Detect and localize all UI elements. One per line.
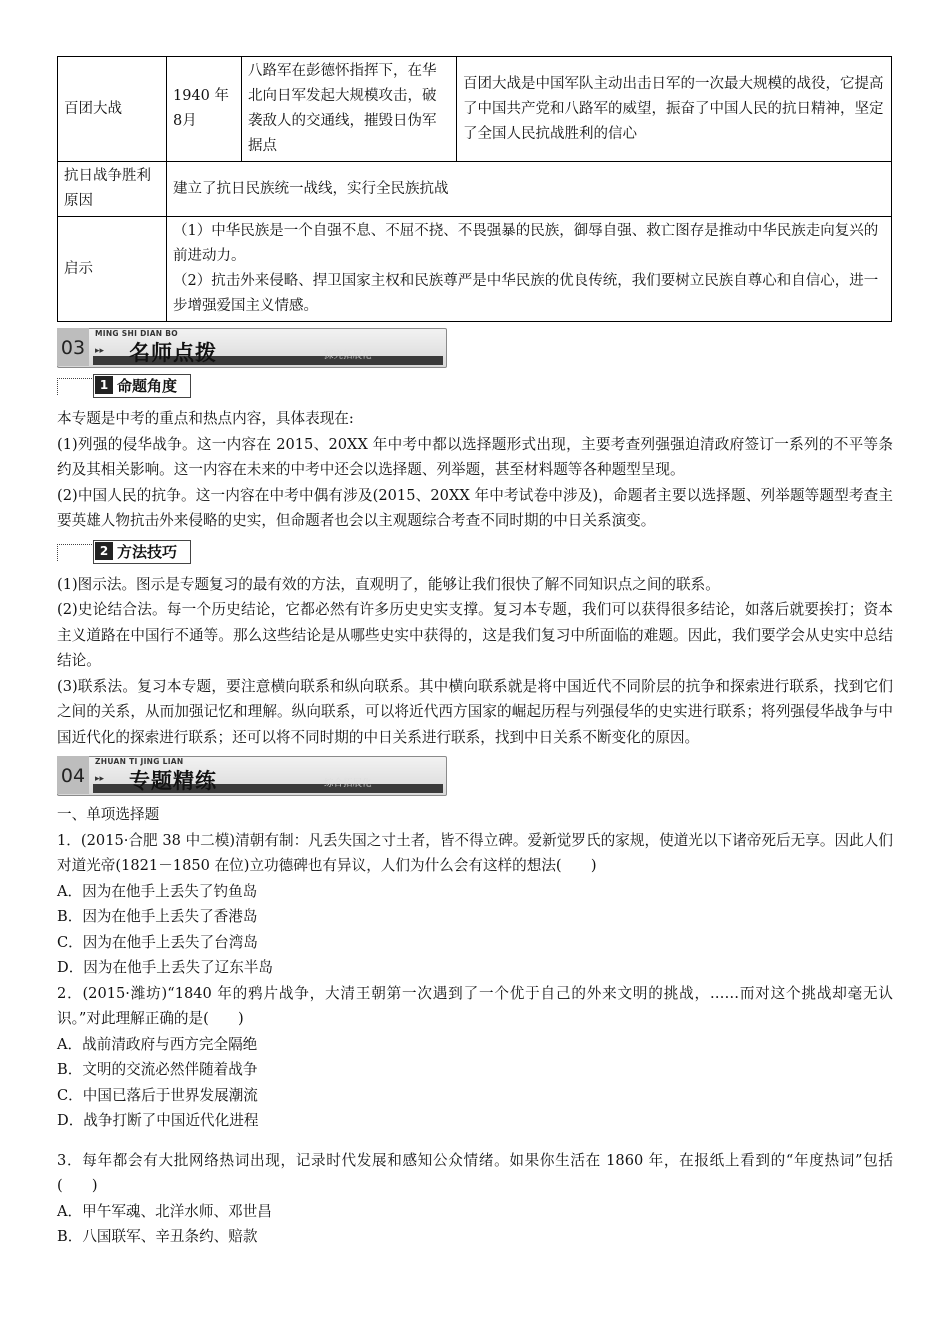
analysis-point-2: (2)中国人民的抗争。这一内容在中考中偶有涉及(2015、20XX 年中考试卷中涉及)，命题者主要以选择题、列举题等题型考查主要英雄人物抗击外来侵略的史实，但命题者也会以主观题综合考查不同时期的中日关系演变。: [57, 486, 893, 529]
table-row: [58, 162, 892, 217]
lesson-text-cell: [167, 217, 892, 322]
time-cell: 1940 年 8月: [167, 57, 242, 162]
question-2-option-d: D．战争打断了中国近代化进程: [57, 1112, 259, 1129]
section-subtitle: 探究拓展化: [324, 350, 372, 361]
event-cell: 百团大战: [58, 57, 167, 162]
tag-label: 方法技巧: [117, 542, 178, 561]
question-2-option-b: B．文明的交流必然伴随着战争: [57, 1061, 258, 1078]
section-title: 专题精练: [129, 769, 217, 793]
analysis-intro: 本专题是中考的重点和热点内容，具体表现在:: [57, 410, 354, 427]
dotted-line-icon: [57, 378, 94, 395]
question-1-option-b: B．因为在他手上丢失了香港岛: [57, 908, 258, 925]
victory-text-cell: 建立了抗日民族统一战线，实行全民族抗战: [167, 162, 892, 217]
section-banner-teacher-tips: [57, 328, 445, 368]
question-1-stem: 1．(2015·合肥 38 中二模)清朝有制：凡丢失国之寸土者，皆不得立碑。爱新觉罗氏的家规，使道光以下诸帝死后无享。因此人们对道光帝(1821－1850 在位)立功德碑也有异议，人们为什么会有这样的想法( ): [57, 831, 893, 874]
question-3-stem: 3．每年都会有大批网络热词出现，记录时代发展和感知公众情绪。如果你生活在 1860 年，在报纸上看到的“年度热词”包括( ): [57, 1151, 893, 1194]
lesson-label-cell: 启示: [58, 217, 167, 322]
significance-cell: 百团大战是中国军队主动出击日军的一次最大规模的战役，它提高了中国共产党和八路军的威望，振奋了中国人民的抗日精神，坚定了全国人民抗战胜利的信心: [457, 57, 892, 162]
table-row: [58, 217, 892, 322]
document-page: [57, 56, 893, 1250]
lesson-2: （2）抗击外来侵略、捍卫国家主权和民族尊严是中华民族的优良传统，我们要树立民族自尊心和自信心，进一步增强爱国主义情感。: [173, 273, 879, 314]
analysis-point-1: (1)列强的侵华战争。这一内容在 2015、20XX 年中考中都以选择题形式出现，主要考查列强强迫清政府签订一系列的不平等条约及其相关影响。这一内容在未来的中考中还会以选择题、列举题，甚至材料题等各种题型呈现。: [57, 435, 893, 478]
double-arrow-icon: ▸▸: [95, 774, 105, 784]
exercise-heading: 一、单项选择题: [57, 806, 160, 823]
section-subtitle: 综合拓展化: [324, 778, 372, 789]
section-number: 03: [57, 328, 89, 366]
tag-number: 1: [95, 376, 113, 394]
question-1-option-a: A．因为在他手上丢失了钓鱼岛: [57, 882, 258, 900]
method-2: (2)史论结合法。每一个历史结论，它都必然有许多历史史实支撑。复习本专题，我们可以获得很多结论，如落后就要挨打；资本主义道路在中国行不通等。那么这些结论是从哪些史实中获得的，这是我们复习中所面临的难题。因此，我们要学会从史实中总结结论。: [57, 601, 893, 669]
dotted-line-icon: [57, 544, 94, 561]
section-banner-practice: [57, 756, 445, 796]
question-1-option-d: D．因为在他手上丢失了辽东半岛: [57, 959, 274, 976]
question-2-stem: 2．(2015·潍坊)“1840 年的鸦片战争，大清王朝第一次遇到了一个优于自己的外来文明的挑战，……而对这个挑战却毫无认识。”对此理解正确的是( ): [57, 984, 893, 1027]
tag-label: 命题角度: [117, 377, 178, 395]
tag-number: 2: [95, 542, 113, 560]
section-pinyin: ZHUAN TI JING LIAN: [95, 757, 184, 766]
question-2-option-c: C．中国已落后于世界发展潮流: [57, 1086, 258, 1104]
history-summary-table: [57, 56, 892, 322]
topic-tag-question-angle: [57, 374, 893, 400]
method-1: (1)图示法。图示是专题复习的最有效的方法，直观明了，能够让我们很快了解不同知识点之间的联系。: [57, 575, 720, 593]
content-cell: 八路军在彭德怀指挥下，在华北向日军发起大规模攻击，破袭敌人的交通线，摧毁日伪军据点: [242, 57, 457, 162]
section-number: 04: [57, 756, 89, 794]
section-title: 名师点拨: [129, 341, 217, 365]
victory-label-cell: 抗日战争胜利原因: [58, 162, 167, 217]
section-pinyin: MING SHI DIAN BO: [95, 329, 178, 338]
question-1-option-c: C．因为在他手上丢失了台湾岛: [57, 933, 258, 951]
question-2-option-a: A．战前清政府与西方完全隔绝: [57, 1035, 258, 1053]
lesson-1: （1）中华民族是一个自强不息、不屈不挠、不畏强暴的民族，御辱自强、救亡图存是推动中华民族走向复兴的前进动力。: [173, 223, 879, 264]
method-3: (3)联系法。复习本专题，要注意横向联系和纵向联系。其中横向联系就是将中国近代不同阶层的抗争和探索进行联系，找到它们之间的关系，从而加强记忆和理解。纵向联系，可以将近代西方国家的崛起历程与列强侵华的史实进行联系；将列强侵华战争与中国近代化的探索进行联系；还可以将不同时期的中日关系进行联系，找到中日关系不断变化的原因。: [57, 677, 893, 746]
topic-tag-method-skills: [57, 540, 893, 566]
question-3-option-a: A．甲午军魂、北洋水师、邓世昌: [57, 1202, 272, 1220]
question-3-option-b: B．八国联军、辛丑条约、赔款: [57, 1228, 258, 1245]
double-arrow-icon: ▸▸: [95, 346, 105, 356]
table-row: [58, 57, 892, 162]
